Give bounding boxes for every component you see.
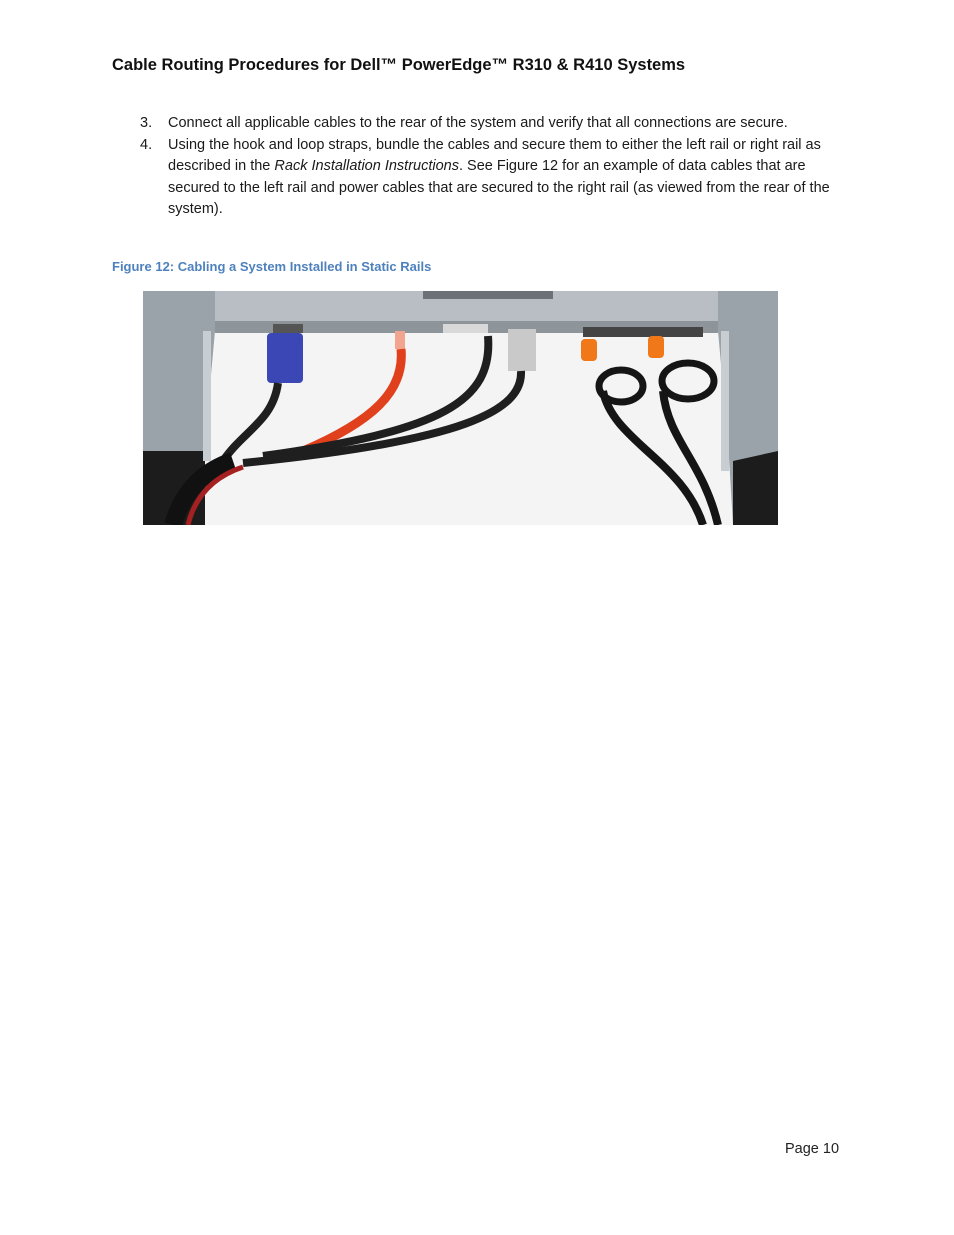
step-number: 4.: [140, 136, 153, 153]
list-item: [140, 135, 830, 221]
step-text-before: Using the hook and loop straps, bundle the cables and secure them to either the left rail or right rail as described in the: [168, 136, 821, 174]
step-text: Connect all applicable cables to the rear of the system and verify that all connections are secure.: [168, 115, 788, 131]
rack-instructions-reference: Rack Installation Instructions: [274, 158, 459, 174]
step-text: [168, 137, 830, 218]
list-item: [140, 113, 830, 135]
figure-photo: [143, 291, 778, 525]
page-number: Page 10: [785, 1141, 840, 1157]
step-text-after: . See Figure 12 for an example of data cables that are secured to the left rail and power cables that are secured to the right rail (as viewed from the rear of the system).: [168, 158, 830, 217]
page-header-title: Cable Routing Procedures for Dell™ PowerEdge™ R310 & R410 Systems: [112, 56, 686, 74]
step-number: 3.: [140, 115, 153, 131]
figure-caption: Figure 12: Cabling a System Installed in Static Rails: [112, 259, 432, 274]
procedure-steps: [140, 113, 830, 221]
